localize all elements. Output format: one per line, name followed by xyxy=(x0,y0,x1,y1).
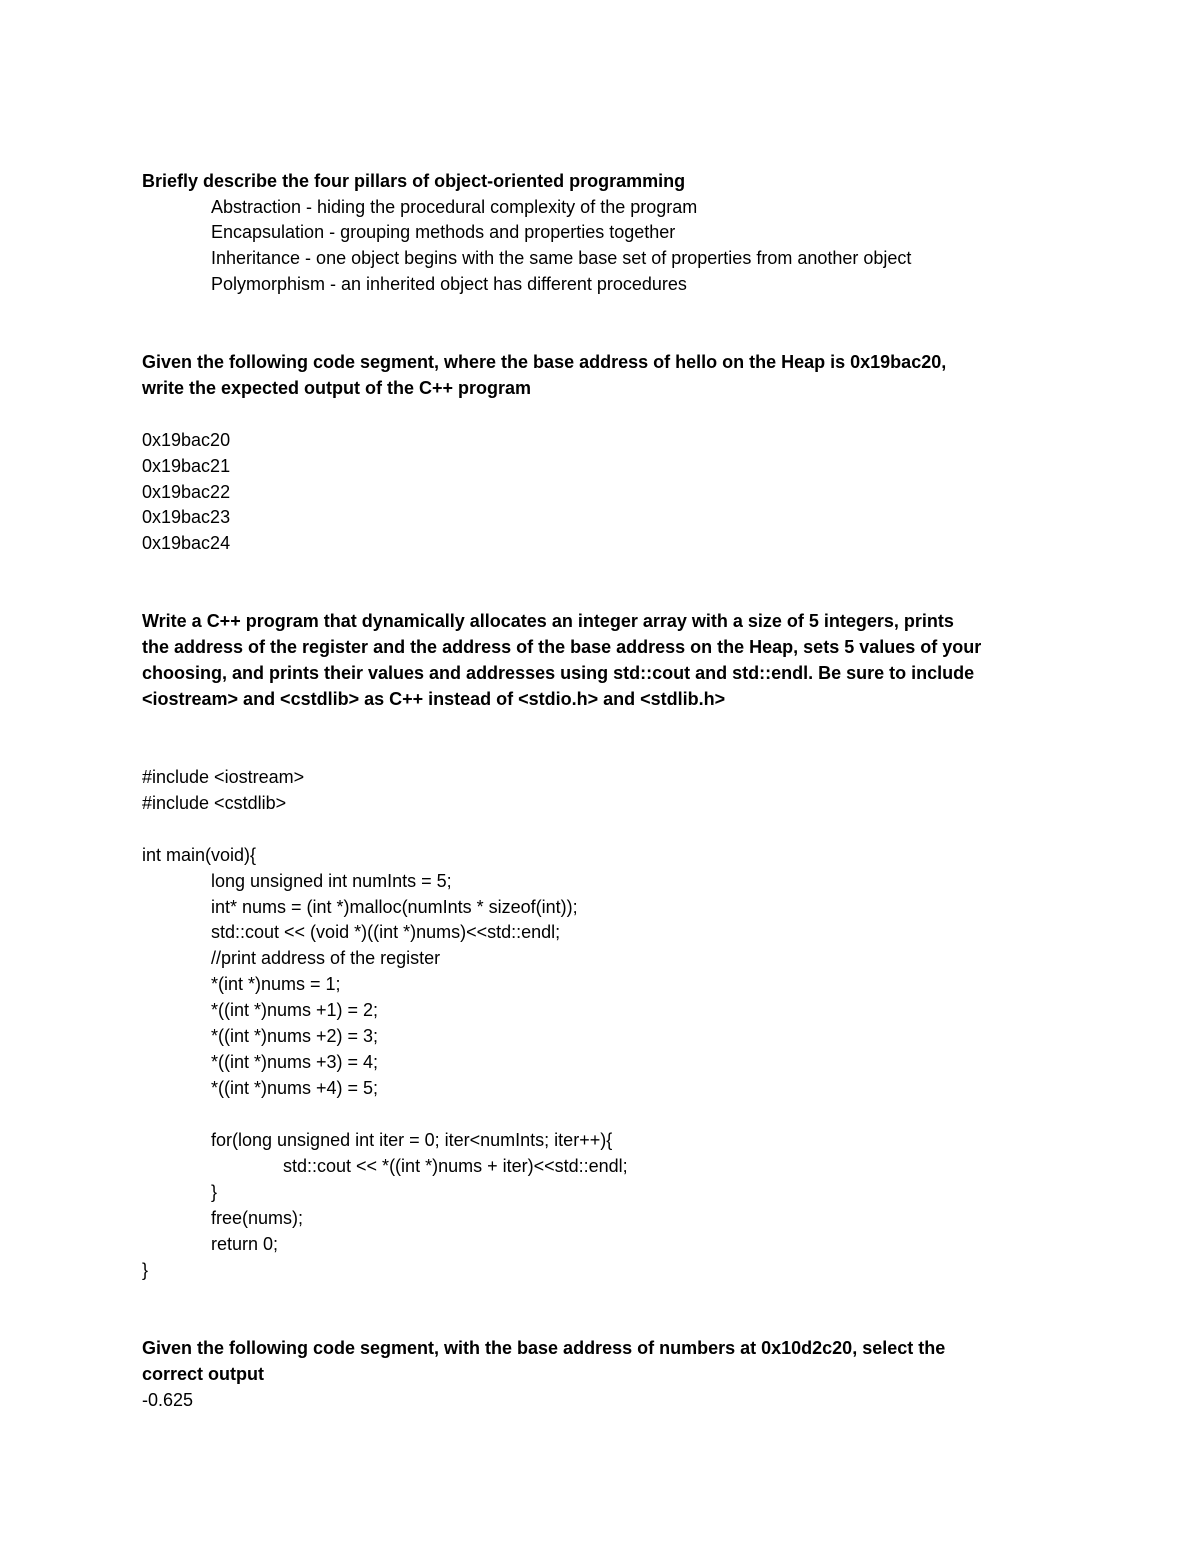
answer-line: Abstraction - hiding the procedural complexity of the program xyxy=(211,197,698,217)
question-heading: Write a C++ program that dynamically allocates an integer array with a size of 5 integers, prints xyxy=(142,611,954,631)
code-line: return 0; xyxy=(211,1234,279,1254)
answer-line: Polymorphism - an inherited object has different procedures xyxy=(211,274,687,294)
answer-line: -0.625 xyxy=(142,1390,194,1410)
code-line: free(nums); xyxy=(211,1208,304,1228)
code-line: int* nums = (int *)malloc(numInts * sizeof(int)); xyxy=(211,897,578,917)
question-heading: Given the following code segment, with the base address of numbers at 0x10d2c20, select the xyxy=(142,1338,946,1358)
code-line: *((int *)nums +2) = 3; xyxy=(211,1026,379,1046)
code-line: #include <cstdlib> xyxy=(142,793,287,813)
code-line: long unsigned int numInts = 5; xyxy=(211,871,452,891)
output-line: 0x19bac22 xyxy=(142,482,231,502)
answer-line: Encapsulation - grouping methods and properties together xyxy=(211,222,676,242)
code-line: std::cout << *((int *)nums + iter)<<std::endl; xyxy=(283,1156,628,1176)
code-line: *((int *)nums +4) = 5; xyxy=(211,1078,379,1098)
question-heading: Briefly describe the four pillars of object-oriented programming xyxy=(142,171,686,191)
question-heading: write the expected output of the C++ program xyxy=(142,378,532,398)
output-line: 0x19bac23 xyxy=(142,507,231,527)
code-line: //print address of the register xyxy=(211,948,441,968)
code-line: std::cout << (void *)((int *)nums)<<std::endl; xyxy=(211,922,561,942)
output-line: 0x19bac24 xyxy=(142,533,231,553)
question-heading: choosing, and prints their values and addresses using std::cout and std::endl. Be sure to include xyxy=(142,663,975,683)
question-heading: Given the following code segment, where the base address of hello on the Heap is 0x19bac20, xyxy=(142,352,947,372)
code-line: *(int *)nums = 1; xyxy=(211,974,341,994)
code-line: int main(void){ xyxy=(142,845,257,865)
code-line: for(long unsigned int iter = 0; iter<numInts; iter++){ xyxy=(211,1130,613,1150)
code-line: } xyxy=(211,1182,218,1202)
code-line: *((int *)nums +3) = 4; xyxy=(211,1052,379,1072)
answer-line: Inheritance - one object begins with the same base set of properties from another object xyxy=(211,248,912,268)
code-line: #include <iostream> xyxy=(142,767,305,787)
question-heading: <iostream> and <cstdlib> as C++ instead of <stdio.h> and <stdlib.h> xyxy=(142,689,726,709)
output-line: 0x19bac21 xyxy=(142,456,231,476)
question-heading: correct output xyxy=(142,1364,265,1384)
code-line: } xyxy=(142,1260,149,1280)
code-line: *((int *)nums +1) = 2; xyxy=(211,1000,379,1020)
output-line: 0x19bac20 xyxy=(142,430,231,450)
question-heading: the address of the register and the address of the base address on the Heap, sets 5 values of your xyxy=(142,637,982,657)
